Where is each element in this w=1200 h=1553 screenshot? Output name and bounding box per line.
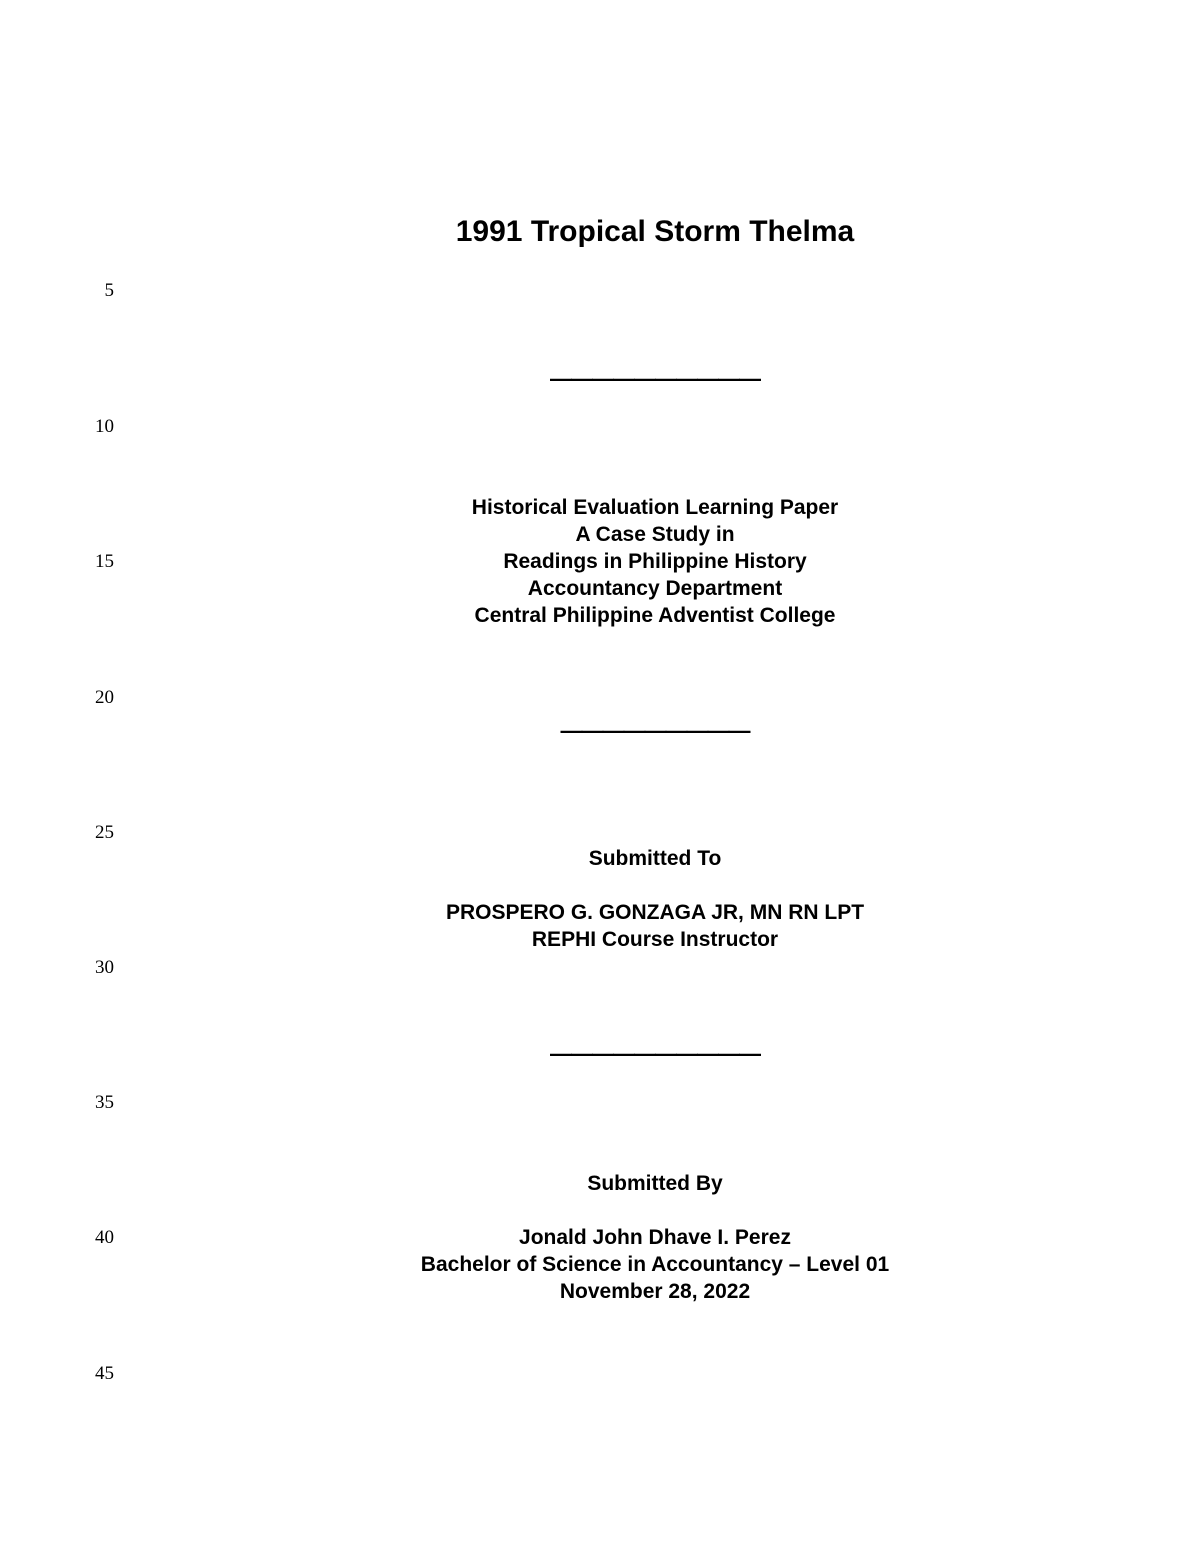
line-number: 25 <box>95 822 114 843</box>
line-number: 10 <box>95 416 114 437</box>
line-number: 45 <box>95 1363 114 1384</box>
document-title: 1991 Tropical Storm Thelma <box>455 215 855 248</box>
line-number: 15 <box>95 551 114 572</box>
student-name: Jonald John Dhave I. Perez <box>519 1226 791 1249</box>
line-number: 5 <box>104 280 114 301</box>
submission-date: November 28, 2022 <box>559 1280 751 1303</box>
submitted-to-heading: Submitted To <box>588 847 722 870</box>
paper-subtitle: A Case Study in <box>575 523 735 546</box>
line-number: 20 <box>95 687 114 708</box>
line-number: 35 <box>95 1092 114 1113</box>
separator-line: —————————— <box>550 1041 760 1066</box>
department-name: Accountancy Department <box>527 577 783 600</box>
instructor-role: REPHI Course Instructor <box>531 928 779 951</box>
separator-line: ————————— <box>560 718 750 743</box>
line-number: 30 <box>95 957 114 978</box>
submitted-by-heading: Submitted By <box>587 1172 723 1195</box>
line-number: 40 <box>95 1227 114 1248</box>
paper-type: Historical Evaluation Learning Paper <box>471 496 839 519</box>
student-program: Bachelor of Science in Accountancy – Level 01 <box>420 1253 890 1276</box>
college-name: Central Philippine Adventist College <box>474 604 836 627</box>
separator-line: —————————— <box>550 366 760 391</box>
instructor-name: PROSPERO G. GONZAGA JR, MN RN LPT <box>445 901 865 924</box>
course-name: Readings in Philippine History <box>503 550 807 573</box>
